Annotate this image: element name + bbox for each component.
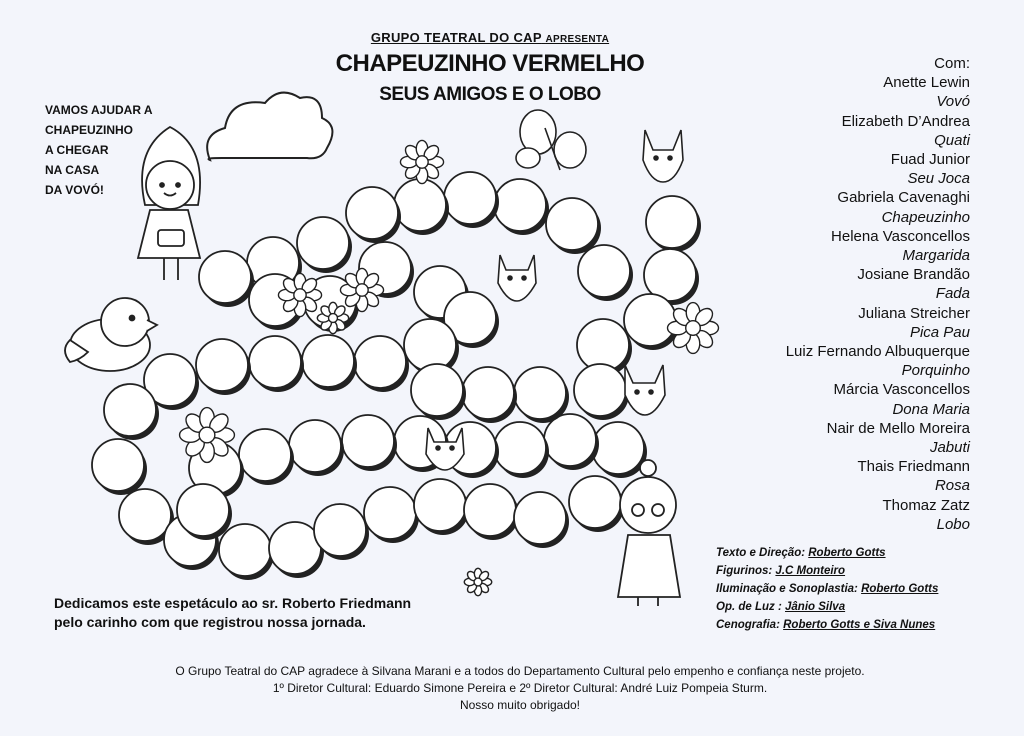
board-space bbox=[404, 319, 456, 371]
cast-heading: Com: bbox=[934, 55, 970, 72]
footer-line: 1º Diretor Cultural: Eduardo Simone Pereira e 2º Diretor Cultural: André Luiz Pompeia Sturm. bbox=[272, 681, 768, 695]
presents-label: APRESENTA bbox=[545, 34, 610, 45]
cast-role: Vovó bbox=[936, 93, 970, 111]
board-space bbox=[302, 335, 354, 387]
dedication-line: Dedicamos este espetáculo ao sr. Roberto Friedmann bbox=[54, 595, 412, 611]
board-space bbox=[92, 439, 144, 491]
cast-actor: Nair de Mello Moreira bbox=[826, 419, 970, 437]
wolf-icon bbox=[498, 255, 536, 301]
board-space bbox=[119, 489, 171, 541]
group-presents bbox=[300, 30, 680, 45]
intro-line: NA CASA bbox=[45, 163, 100, 177]
credit-label: Figurinos: bbox=[716, 565, 773, 577]
cast-actor: Helena Vasconcellos bbox=[831, 227, 970, 245]
cast-actor: Josiane Brandão bbox=[857, 266, 970, 284]
board-space bbox=[199, 251, 251, 303]
flower-icon bbox=[340, 268, 383, 311]
board-space bbox=[444, 172, 496, 224]
footer-line: O Grupo Teatral do CAP agradece à Silvana Marani e a todos do Departamento Cultural pelo empenho e confiança neste projeto. bbox=[175, 664, 865, 678]
board-space bbox=[546, 198, 598, 250]
footer-acknowledgements bbox=[80, 663, 960, 714]
page-subtitle: SEUS AMIGOS E O LOBO bbox=[379, 84, 601, 105]
grandma-icon bbox=[618, 460, 680, 606]
board-space bbox=[514, 367, 566, 419]
intro-line: A CHEGAR bbox=[45, 143, 109, 157]
board-space bbox=[464, 484, 516, 536]
board-space bbox=[462, 367, 514, 419]
wolf-icon bbox=[643, 130, 683, 182]
bird-icon bbox=[65, 298, 157, 371]
board-space bbox=[354, 336, 406, 388]
board-space bbox=[177, 484, 229, 536]
board-space bbox=[544, 414, 596, 466]
flower-icon bbox=[464, 568, 491, 595]
board-space bbox=[104, 384, 156, 436]
board-space bbox=[414, 479, 466, 531]
cast-role: Porquinho bbox=[901, 362, 970, 380]
board-space bbox=[219, 524, 271, 576]
cast-actor: Thomaz Zatz bbox=[882, 496, 970, 514]
cast-actor: Fuad Junior bbox=[890, 151, 970, 169]
credit-value: Roberto Gotts bbox=[861, 583, 939, 595]
butterfly-icon bbox=[516, 110, 586, 170]
credits-list bbox=[716, 544, 1016, 634]
intro-line: VAMOS AJUDAR A bbox=[45, 103, 153, 117]
board-space bbox=[577, 319, 629, 371]
credit-value: J.C Monteiro bbox=[775, 565, 846, 577]
credit-row bbox=[716, 562, 1016, 580]
board-space bbox=[239, 429, 291, 481]
board-space bbox=[346, 187, 398, 239]
credit-label: Texto e Direção: bbox=[716, 547, 806, 559]
board-space bbox=[574, 364, 626, 416]
dedication-text bbox=[54, 594, 514, 632]
board-space bbox=[249, 336, 301, 388]
board-space bbox=[364, 487, 416, 539]
intro-line: DA VOVÓ! bbox=[45, 183, 104, 197]
board-space bbox=[646, 196, 698, 248]
flower-icon bbox=[317, 302, 348, 333]
board-space bbox=[196, 339, 248, 391]
cast-actor: Luiz Fernando Albuquerque bbox=[785, 343, 970, 361]
cast-role: Fada bbox=[935, 285, 970, 303]
group-name: GRUPO TEATRAL DO CAP bbox=[370, 30, 542, 45]
cast-role: Rosa bbox=[934, 477, 970, 495]
board-space bbox=[514, 492, 566, 544]
board-space bbox=[494, 422, 546, 474]
credit-row bbox=[716, 580, 1016, 598]
cast-role: Seu Joca bbox=[907, 170, 970, 188]
cast-actor: Juliana Streicher bbox=[858, 304, 970, 322]
board-space bbox=[314, 504, 366, 556]
footer-line: Nosso muito obrigado! bbox=[459, 698, 581, 712]
cast-role: Jabuti bbox=[929, 439, 970, 457]
board-space bbox=[578, 245, 630, 297]
board-space bbox=[592, 422, 644, 474]
cast-role: Quati bbox=[934, 131, 970, 149]
cast-role: Lobo bbox=[936, 515, 970, 533]
flower-icon bbox=[400, 140, 443, 183]
cast-role: Pica Pau bbox=[909, 323, 970, 341]
board-space bbox=[624, 294, 676, 346]
cast-actor: Anette Lewin bbox=[883, 74, 970, 92]
cast-role: Chapeuzinho bbox=[881, 208, 970, 226]
cast-actor: Márcia Vasconcellos bbox=[833, 381, 970, 399]
credit-label: Op. de Luz : bbox=[716, 601, 782, 613]
board-space bbox=[569, 476, 621, 528]
credit-value: Jânio Silva bbox=[785, 601, 846, 613]
flower-icon bbox=[278, 273, 321, 316]
page-title: CHAPEUZINHO VERMELHO bbox=[335, 50, 645, 77]
credit-row bbox=[716, 544, 1016, 562]
wolf-icon bbox=[625, 365, 665, 415]
board-space bbox=[494, 179, 546, 231]
board-space bbox=[411, 364, 463, 416]
cast-role: Margarida bbox=[902, 247, 970, 265]
intro-text bbox=[45, 100, 195, 200]
credit-row bbox=[716, 598, 1016, 616]
credit-label: Cenografia: bbox=[716, 619, 780, 631]
board-space bbox=[289, 420, 341, 472]
cast-list bbox=[710, 54, 970, 534]
credit-value: Roberto Gotts bbox=[808, 547, 886, 559]
cast-role: Dona Maria bbox=[892, 400, 970, 418]
credit-row bbox=[716, 616, 1016, 634]
cast-actor: Elizabeth D’Andrea bbox=[841, 112, 970, 130]
board-space bbox=[342, 415, 394, 467]
intro-line: CHAPEUZINHO bbox=[45, 123, 134, 137]
board-space bbox=[394, 179, 446, 231]
credit-value: Roberto Gotts e Siva Nunes bbox=[783, 619, 936, 631]
credit-label: Iluminação e Sonoplastia: bbox=[716, 583, 858, 595]
dedication-line: pelo carinho com que registrou nossa jornada. bbox=[54, 614, 366, 630]
cast-actor: Gabriela Cavenaghi bbox=[837, 189, 970, 207]
flower-icon bbox=[180, 408, 235, 463]
board-space bbox=[297, 217, 349, 269]
cast-actor: Thais Friedmann bbox=[857, 458, 970, 476]
